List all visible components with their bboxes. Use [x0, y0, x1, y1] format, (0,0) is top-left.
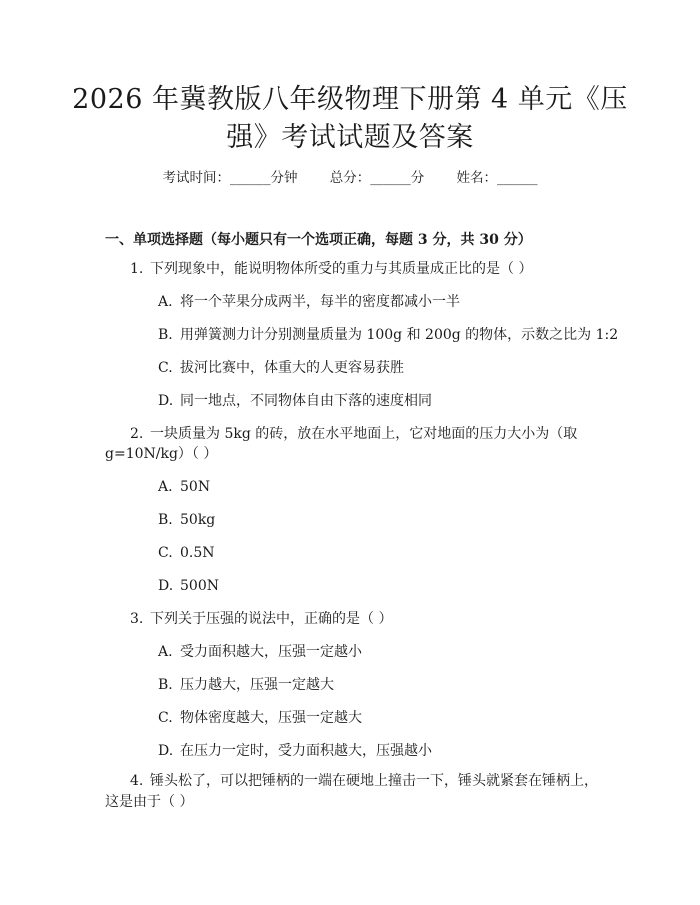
question-2-option-b	[158, 509, 215, 531]
option-letter: A.	[158, 294, 173, 310]
section-heading: 一、单项选择题（每小题只有一个选项正确，每题 3 分，共 30 分）	[105, 232, 532, 248]
question-3-stem	[130, 608, 392, 630]
option-text: 拔河比赛中，体重大的人更容易获胜	[180, 360, 404, 376]
option-text: 0.5N	[180, 545, 215, 561]
question-number: 1.	[130, 261, 144, 277]
option-text: 将一个苹果分成两半，每半的密度都减小一半	[180, 294, 460, 310]
question-2-option-d	[158, 575, 219, 597]
option-text: 用弹簧测力计分别测量质量为 100g 和 200g 的物体，示数之比为 1:2	[180, 327, 619, 343]
question-3-option-d	[158, 740, 432, 762]
option-text: 50kg	[180, 512, 216, 528]
option-letter: B.	[158, 327, 173, 343]
option-text: 物体密度越大，压强一定越大	[180, 710, 362, 726]
option-text: 同一地点，不同物体自由下落的速度相同	[180, 393, 432, 409]
document-title-line1: 2026 年冀教版八年级物理下册第 4 单元《压	[72, 84, 628, 115]
total-score-field: 总分：______分	[329, 170, 425, 186]
question-text: 下列现象中，能说明物体所受的重力与其质量成正比的是（ ）	[150, 261, 533, 277]
question-2-stem-continued: g=10N/kg）（ ）	[105, 446, 218, 462]
exam-info	[0, 168, 700, 188]
student-name-field: 姓名：______	[456, 170, 538, 186]
question-4-stem-continued: 这是由于（ ）	[105, 794, 194, 810]
question-number: 2.	[130, 426, 144, 442]
option-text: 受力面积越大，压强一定越小	[180, 644, 362, 660]
option-letter: B.	[158, 512, 173, 528]
option-text: 在压力一定时，受力面积越大，压强越小	[180, 743, 432, 759]
question-4-stem	[130, 770, 598, 792]
option-text: 50N	[180, 479, 211, 495]
question-1-option-b	[158, 324, 618, 346]
question-text: 锤头松了，可以把锤柄的一端在硬地上撞击一下，锤头就紧套在锤柄上，	[150, 773, 598, 789]
question-1-option-c	[158, 357, 404, 379]
option-letter: D.	[158, 743, 174, 759]
question-2-stem	[130, 423, 577, 445]
option-letter: A.	[158, 644, 173, 660]
question-number: 3.	[130, 611, 144, 627]
option-letter: C.	[158, 710, 173, 726]
question-2-option-a	[158, 476, 210, 498]
question-text: 下列关于压强的说法中，正确的是（ ）	[150, 611, 393, 627]
question-3-option-c	[158, 707, 362, 729]
exam-time-field: 考试时间：______分钟	[162, 170, 298, 186]
question-1-option-a	[158, 291, 460, 313]
question-1-stem	[130, 258, 532, 280]
question-1-option-d	[158, 390, 432, 412]
option-letter: C.	[158, 545, 173, 561]
question-3-option-b	[158, 674, 334, 696]
question-2-option-c	[158, 542, 215, 564]
question-number: 4.	[130, 773, 144, 789]
option-letter: B.	[158, 677, 173, 693]
option-letter: A.	[158, 479, 173, 495]
question-text: 一块质量为 5kg 的砖，放在水平地面上，它对地面的压力大小为（取	[150, 426, 578, 442]
option-letter: D.	[158, 578, 174, 594]
option-letter: D.	[158, 393, 174, 409]
option-text: 500N	[180, 578, 219, 594]
option-letter: C.	[158, 360, 173, 376]
question-3-option-a	[158, 641, 362, 663]
document-title-line2: 强》考试试题及答案	[226, 122, 474, 153]
option-text: 压力越大，压强一定越大	[180, 677, 334, 693]
